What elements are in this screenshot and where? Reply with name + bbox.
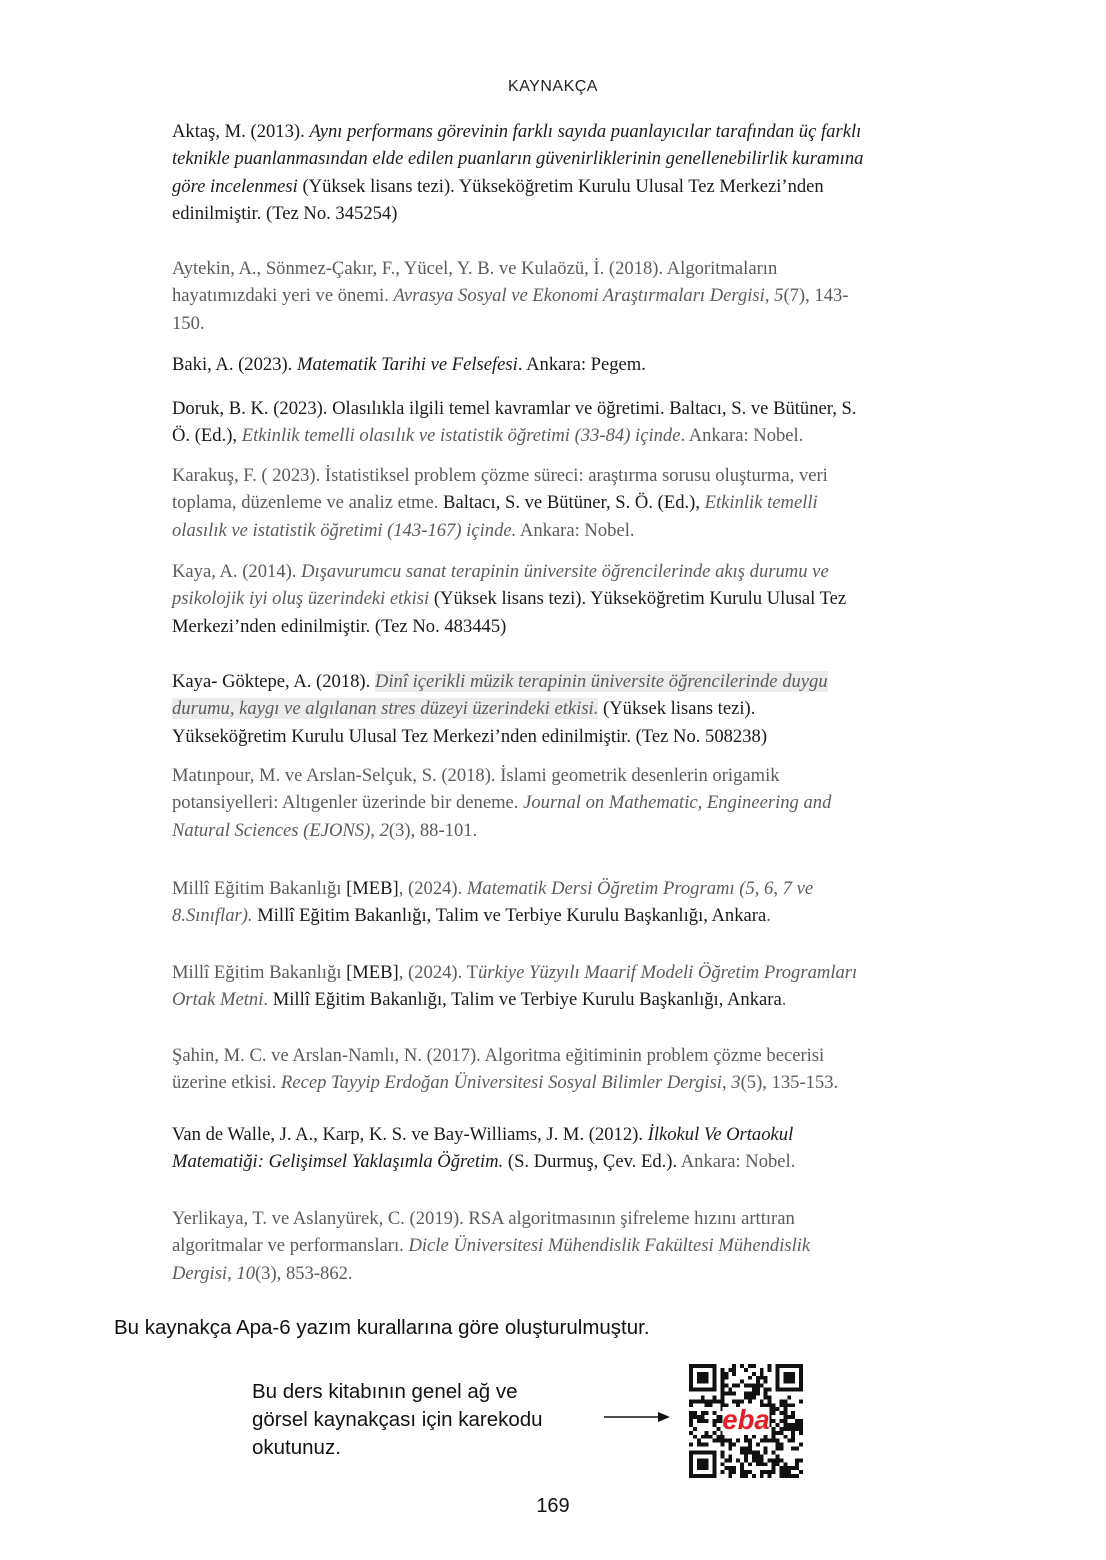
reference-entry <box>172 558 962 640</box>
reference-italic-text: Ortak Metni <box>172 989 264 1011</box>
reference-italic-text: Dicle Üniversitesi Mühendislik Fakültesi Mühendislik <box>408 1235 811 1257</box>
reference-text: [MEB] <box>346 878 399 899</box>
reference-text: Baltacı, S. ve Bütüner, S. Ö. (Ed.), <box>443 492 705 514</box>
reference-line <box>172 762 962 789</box>
reference-line <box>172 255 962 282</box>
reference-italic-text: Dergisi <box>172 1262 228 1284</box>
reference-text: (Yüksek lisans tezi). Yükseköğretim Kurulu Ulusal Tez <box>429 588 847 610</box>
reference-entry <box>172 1205 962 1287</box>
reference-text: , (2024). T <box>398 962 478 983</box>
reference-text: Van de Walle, J. A., Karp, K. S. ve Bay-Williams, J. M. (2012). <box>172 1124 648 1145</box>
reference-italic-text: teknikle puanlanmasından elde edilen puanların güvenirliklerinin genellenebilirlik kuramına <box>172 148 864 170</box>
reference-line <box>172 1042 962 1069</box>
reference-entry <box>172 351 962 378</box>
reference-line <box>172 1232 962 1259</box>
reference-text: Ankara: Nobel. <box>516 519 635 541</box>
reference-line <box>172 462 962 489</box>
reference-text: algoritmalar ve performansları. <box>172 1235 409 1257</box>
reference-text: Yükseköğretim Kurulu Ulusal Tez Merkezi’nden edinilmiştir. (Tez No. 508238) <box>172 725 768 747</box>
reference-italic-text: 5 <box>774 285 784 307</box>
reference-text: hayatımızdaki yeri ve önemi. <box>172 285 394 307</box>
reference-line <box>172 200 962 227</box>
reference-line <box>172 489 962 516</box>
reference-text: Millî Eğitim Bakanlığı <box>172 962 347 983</box>
reference-entry <box>172 1042 962 1097</box>
reference-text: edinilmiştir. (Tez No. 345254) <box>172 202 398 224</box>
qr-instruction-line: görsel kaynakçası için karekodu <box>252 1408 543 1431</box>
reference-line <box>172 1069 962 1096</box>
reference-line <box>172 668 962 695</box>
reference-line <box>172 422 962 449</box>
reference-line <box>172 558 962 585</box>
reference-text: (Yüksek lisans tezi). Yükseköğretim Kurulu Ulusal Tez Merkezi’nden <box>297 175 824 197</box>
reference-line <box>172 310 962 337</box>
reference-text: Millî Eğitim Bakanlığı <box>172 878 347 899</box>
reference-italic-text: 3 <box>731 1072 741 1094</box>
reference-line <box>172 282 962 309</box>
reference-line <box>172 902 962 929</box>
reference-text: (7), 143- <box>783 285 849 307</box>
reference-italic-text: Aynı performans görevinin farklı sayıda puanlayıcılar tarafından üç farklı <box>309 121 862 142</box>
reference-text: [MEB] <box>346 962 399 983</box>
reference-text: üzerine etkisi. <box>172 1072 281 1094</box>
reference-line <box>172 1121 962 1148</box>
reference-italic-text: olasılık ve istatistik öğretimi (143-167) içinde. <box>172 519 517 541</box>
reference-text: , (2024). <box>398 878 467 899</box>
reference-italic-text: 8.Sınıflar). <box>172 905 253 927</box>
reference-text: Millî Eğitim Bakanlığı, Talim ve Terbiye Kurulu Başkanlığı, Ankara <box>252 905 767 927</box>
reference-text: Ankara: Nobel. <box>680 1151 796 1173</box>
reference-text: , <box>764 285 775 307</box>
reference-line <box>172 695 962 722</box>
reference-entry <box>172 875 962 930</box>
reference-line <box>172 145 962 172</box>
reference-text: (5), 135-153. <box>740 1072 839 1094</box>
reference-italic-text: 10 <box>236 1262 255 1284</box>
arrow-right-icon <box>604 1410 670 1424</box>
reference-text: potansiyelleri: Altıgenler üzerinde bir deneme. <box>172 792 524 814</box>
reference-italic-text: 2 <box>379 819 389 841</box>
reference-italic-text: İlkokul Ve Ortaokul <box>647 1124 794 1145</box>
eba-logo: eba <box>722 1404 770 1436</box>
reference-text: , <box>227 1262 237 1284</box>
reference-text: Doruk, B. K. (2023). Olasılıkla ilgili temel kavramlar ve öğretimi. Baltacı, S. ve Bütüner, S. <box>172 398 857 419</box>
reference-entry <box>172 959 962 1014</box>
reference-line <box>172 875 962 902</box>
reference-italic-text: Natural Sciences (EJONS) <box>172 819 371 841</box>
reference-entry <box>172 762 962 844</box>
page-number: 169 <box>536 1495 570 1517</box>
reference-italic-text: Journal on Mathematic, Engineering and <box>523 792 832 814</box>
reference-text: Kaya, A. (2014). <box>172 561 302 582</box>
reference-line <box>172 1260 962 1287</box>
reference-italic-text: Matematik Dersi Öğretim Programı (5, 6, 7 ve <box>466 878 814 899</box>
reference-italic-text: Avrasya Sosyal ve Ekonomi Araştırmaları Dergisi <box>393 285 765 307</box>
reference-entry <box>172 255 962 337</box>
reference-text: (Yüksek lisans tezi). <box>598 698 756 720</box>
reference-line <box>172 959 962 986</box>
reference-line <box>172 118 962 145</box>
qr-code-icon[interactable] <box>689 1364 803 1478</box>
reference-text: , <box>721 1072 732 1094</box>
reference-line <box>172 723 962 750</box>
reference-text: (S. Durmuş, Çev. Ed.). <box>503 1151 681 1173</box>
reference-text: . <box>766 905 771 927</box>
reference-italic-text: göre incelenmesi <box>172 175 298 197</box>
reference-italic-text: durumu, kaygı ve algılanan stres düzeyi üzerindeki etkisi. <box>172 698 599 720</box>
qr-instruction <box>252 1378 543 1462</box>
reference-entry <box>172 395 962 450</box>
reference-text: Millî Eğitim Bakanlığı, Talim ve Terbiye Kurulu Başkanlığı, Ankara <box>272 989 782 1011</box>
reference-text: Yerlikaya, T. ve Aslanyürek, C. (2019). RSA algoritmasının şifreleme hızını arttıran <box>172 1208 795 1229</box>
reference-italic-text: Etkinlik temelli <box>704 492 818 514</box>
reference-text: 150. <box>172 312 205 334</box>
reference-italic-text: Etkinlik temelli olasılık ve istatistik öğretimi (33-84) içinde <box>241 425 681 447</box>
reference-line <box>172 817 962 844</box>
reference-text: (3), 853-862. <box>254 1262 353 1284</box>
reference-line <box>172 1205 962 1232</box>
qr-instruction-line: Bu ders kitabının genel ağ ve <box>252 1380 518 1403</box>
reference-italic-text: Matematik Tarihi ve Felsefesi <box>296 354 518 375</box>
reference-text: Ö. (Ed.), <box>172 425 242 447</box>
reference-entry <box>172 1121 962 1176</box>
reference-line <box>172 395 962 422</box>
reference-text: Merkezi’nden edinilmiştir. (Tez No. 483445) <box>172 615 507 637</box>
apa-note: Bu kaynakça Apa-6 yazım kurallarına göre oluşturulmuştur. <box>114 1316 650 1339</box>
reference-text: . Ankara: Pegem. <box>517 354 646 375</box>
reference-italic-text: psikolojik iyi oluş üzerindeki etkisi <box>172 588 430 610</box>
reference-line <box>172 1148 962 1175</box>
reference-text: Kaya- Göktepe, A. (2018). <box>172 671 375 692</box>
qr-instruction-line: okutunuz. <box>252 1436 341 1459</box>
reference-text: Matınpour, M. ve Arslan-Selçuk, S. (2018). İslami geometrik desenlerin origamik <box>172 765 780 786</box>
reference-text: . <box>781 989 787 1011</box>
reference-text: Baki, A. (2023). <box>172 354 297 375</box>
reference-line <box>172 789 962 816</box>
reference-line <box>172 986 962 1013</box>
reference-text: , <box>370 819 380 841</box>
reference-text: . Ankara: Nobel. <box>680 425 804 447</box>
reference-italic-text: Dinî içerikli müzik terapinin üniversite öğrencilerinde duygu <box>374 671 828 692</box>
reference-line <box>172 517 962 544</box>
reference-entry <box>172 668 962 750</box>
reference-text: Şahin, M. C. ve Arslan-Namlı, N. (2017). Algoritma eğitiminin problem çözme becerisi <box>172 1045 825 1066</box>
reference-line <box>172 173 962 200</box>
reference-text: Aktaş, M. (2013). <box>172 121 310 142</box>
reference-text: Aytekin, A., Sönmez-Çakır, F., Yücel, Y. B. ve Kulaözü, İ. (2018). Algoritmaların <box>172 258 778 279</box>
reference-italic-text: Matematiği: Gelişimsel Yaklaşımla Öğretim. <box>172 1151 504 1173</box>
reference-text: toplama, düzenleme ve analiz etme. <box>172 492 444 514</box>
reference-entry <box>172 462 962 544</box>
reference-line <box>172 585 962 612</box>
reference-text: Karakuş, F. ( 2023). İstatistiksel problem çözme süreci: araştırma sorusu oluşturma, veri <box>172 465 828 486</box>
reference-line <box>172 613 962 640</box>
reference-text: . <box>263 989 273 1011</box>
reference-entry <box>172 118 962 227</box>
reference-italic-text: ürkiye Yüzyılı Maarif Modeli Öğretim Programları <box>477 962 858 983</box>
reference-italic-text: Dışavurumcu sanat terapinin üniversite öğrencilerinde akış durumu ve <box>301 561 829 582</box>
reference-text: (3), 88-101. <box>388 819 478 841</box>
page-header: KAYNAKÇA <box>508 78 598 95</box>
reference-italic-text: Recep Tayyip Erdoğan Üniversitesi Sosyal Bilimler Dergisi <box>280 1072 722 1094</box>
reference-line <box>172 351 962 378</box>
